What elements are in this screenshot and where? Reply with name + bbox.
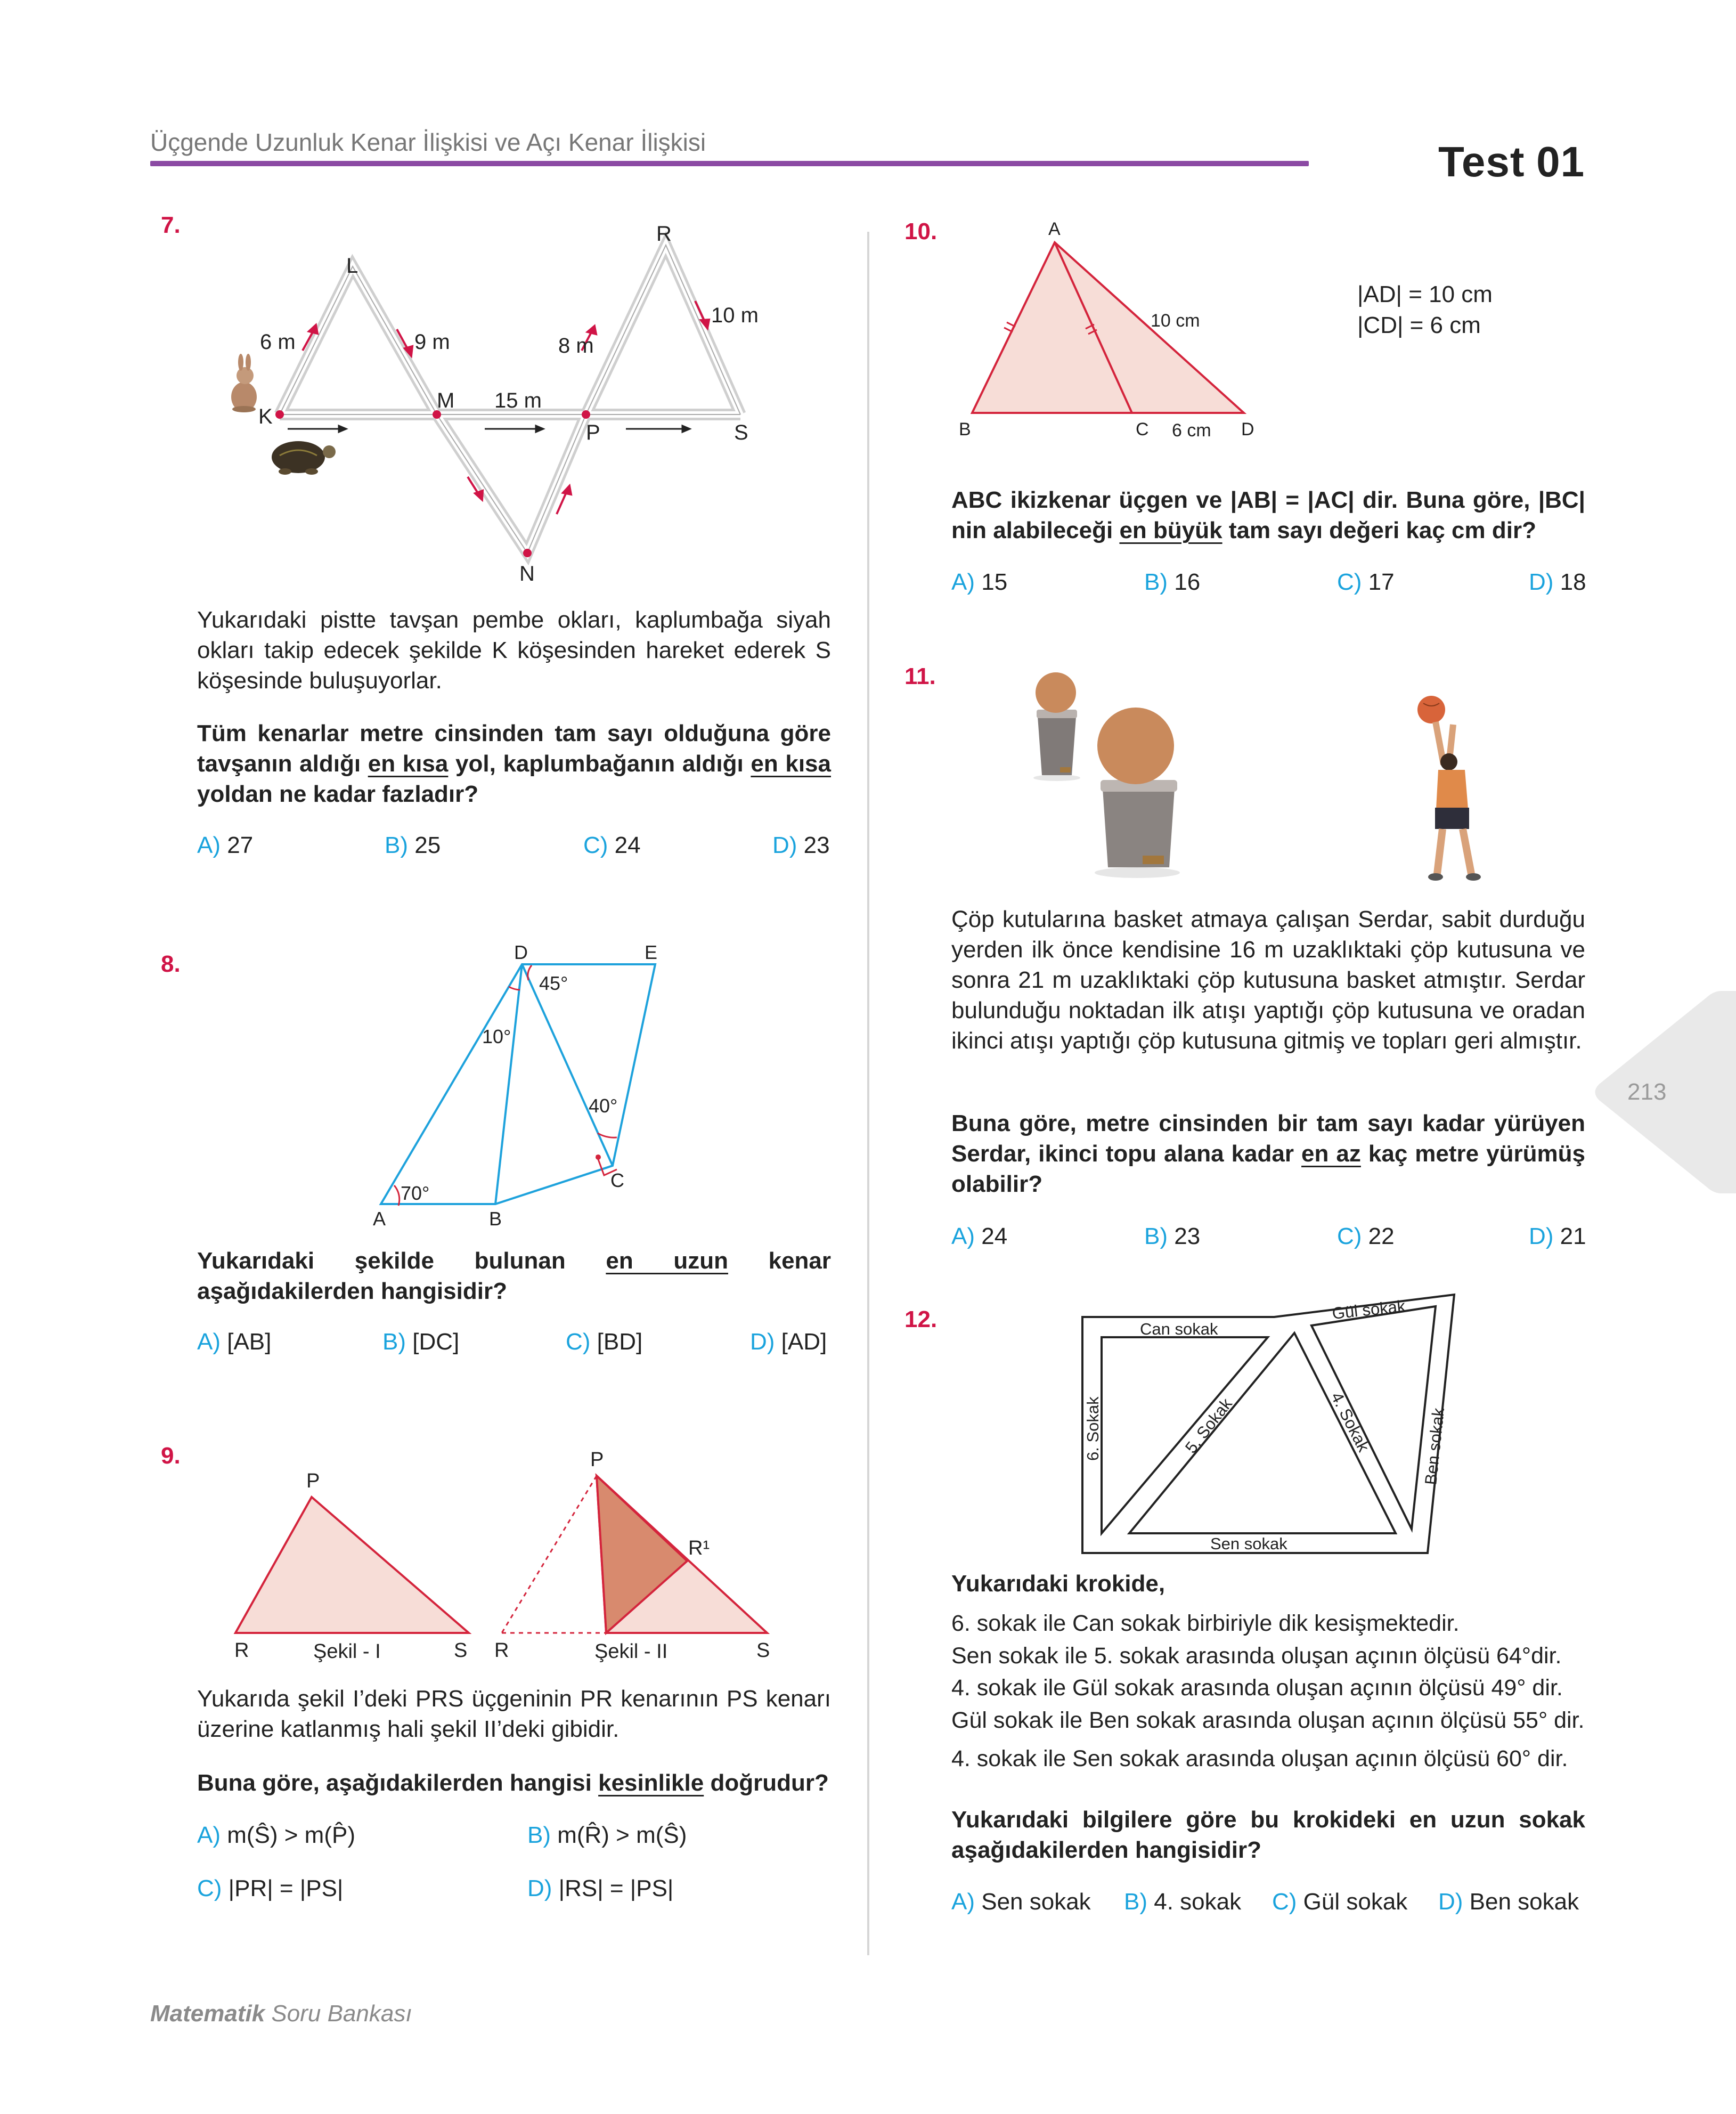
option-letter: B) [1124,1889,1147,1915]
q11-option-d[interactable] [1529,1223,1586,1250]
test-label [1438,137,1585,186]
q8-q-part: kenar aşağıdakilerden hangisidir? [197,1248,832,1304]
q10-number: 10. [904,218,938,245]
option-letter: D) [772,832,797,858]
q7-length-rs: 10 m [711,304,759,327]
q7-option-b[interactable] [385,832,441,859]
q8-q-emph: en uzun [606,1248,728,1274]
q8-angle-70: 70° [401,1182,430,1204]
small-trash-bin-icon [1033,672,1080,781]
turtle-icon [272,441,336,475]
test-word: Test [1438,138,1525,185]
option-text: 27 [221,832,254,858]
option-letter: A) [197,1329,221,1355]
q10-question [951,485,1585,546]
option-text: 17 [1362,569,1395,595]
option-letter: A) [951,569,975,595]
option-letter: C) [1337,569,1362,595]
q11-question [951,1108,1585,1199]
q7-length-lm: 9 m [414,330,450,354]
q10-option-c[interactable] [1337,569,1395,596]
q9-option-b[interactable] [527,1822,687,1849]
q7-text: Yukarıdaki pistte tavşan pembe okları, kaplumbağa siyah okları takip edecek şekilde K köşesinden hareket ederek S köşesinde buluşuyorlar. [197,607,831,694]
q9-label-p1: P [306,1470,320,1492]
q7-option-a[interactable] [197,832,253,859]
q10-label-a: A [1048,219,1061,239]
option-letter: D) [750,1329,775,1355]
q9-q-emph: kesinlikle [598,1770,704,1796]
option-letter: A) [197,832,221,858]
option-text: |RS| = |PS| [552,1875,674,1901]
q8-label-a: A [373,1208,386,1230]
q10-label-b: B [959,419,971,440]
option-letter: A) [951,1889,975,1915]
q12-label-6: 6. Sokak [1083,1396,1102,1461]
q8-label-c: C [610,1169,624,1191]
rabbit-icon [231,354,257,412]
q11-text: Çöp kutularına basket atmaya çalışan Serdar, sabit durduğu yerden ilk önce kendisine 16 m uzaklıktaki çöp kutusuna ve sonra 21 m uzaklıktaki çöp kutusuna basket atmıştır. Serdar bulunduğu noktadan ilk atışı yaptığı çöp kutusuna ve oradan ikinci atışı yaptığı çöp kutusuna gitmiş ve topları geri almıştır. [951,906,1585,1054]
option-text: 15 [975,569,1008,595]
option-letter: D) [527,1875,552,1901]
q12-statement: Sen sokak ile 5. sokak arasında oluşan açının ölçüsü 64°dir. [951,1643,1562,1669]
q7-length-kl: 6 m [260,330,296,354]
q7-label-m: M [437,389,455,412]
q10-label-c: C [1136,419,1149,440]
option-letter: D) [1529,1223,1554,1249]
q7-label-l: L [346,254,358,278]
page-number: 213 [1627,1079,1667,1105]
option-text: 23 [1168,1223,1201,1249]
q12-label-ben: Ben sokak [1421,1407,1448,1486]
q8-option-c[interactable] [566,1329,642,1355]
q7-number: 7. [161,212,181,238]
q11-q-part: kaç metre yürümüş olabilir? [951,1141,1585,1197]
q11-number: 11. [904,663,936,689]
q9-caption-1: Şekil - I [313,1640,381,1663]
q10-option-d[interactable] [1529,569,1586,596]
q10-triangle-figure [948,216,1278,445]
option-text: 25 [408,832,441,858]
column-divider [867,232,869,1955]
option-letter: C) [197,1875,222,1901]
q12-statement: 4. sokak ile Sen sokak arasında oluşan açının ölçüsü 60° dir. [951,1746,1568,1771]
q9-q-part: doğrudur? [704,1770,829,1796]
q9-option-c[interactable] [197,1875,343,1902]
large-trash-bin-icon [1095,708,1180,878]
q9-label-r-prime: R¹ [688,1537,710,1559]
option-letter: D) [1529,569,1554,595]
q9-caption-2: Şekil - II [594,1640,668,1663]
q8-label-b: B [489,1208,502,1230]
q7-option-c[interactable] [583,832,641,859]
q9-label-s1: S [454,1639,468,1662]
option-text: [AB] [221,1329,272,1355]
q9-label-p2: P [590,1449,604,1471]
q10-option-a[interactable] [951,569,1007,596]
basketball-player-icon [1417,696,1481,881]
q12-statement: 4. sokak ile Gül sokak arasında oluşan açının ölçüsü 49° dir. [951,1675,1563,1701]
q9-option-d[interactable] [527,1875,673,1902]
option-letter: C) [1337,1223,1362,1249]
option-text: [DC] [406,1329,460,1355]
q12-option-c[interactable] [1272,1889,1407,1915]
q7-length-mp: 15 m [494,389,542,412]
q8-angle-10: 10° [482,1026,511,1047]
option-text: |PR| = |PS| [222,1875,344,1901]
q7-label-r: R [656,222,672,246]
option-text: Sen sokak [975,1889,1091,1915]
option-letter: B) [527,1822,551,1848]
option-letter: B) [385,832,408,858]
option-letter: D) [1438,1889,1463,1915]
q10-given-ad: |AD| = 10 cm [1357,281,1493,307]
q9-label-r2: R [494,1639,509,1662]
q12-option-b[interactable] [1124,1889,1241,1915]
q10-given-cd: |CD| = 6 cm [1357,312,1481,338]
q7-q-part: yol, kaplumbağanın aldığı [448,751,751,777]
q12-label-gul: Gül sokak [1331,1296,1406,1323]
option-letter: C) [1272,1889,1297,1915]
q8-label-e: E [645,943,658,963]
option-letter: C) [583,832,608,858]
q10-length-cd: 6 cm [1172,420,1211,441]
test-number: 01 [1536,138,1585,185]
q7-q-part: yoldan ne kadar fazladır? [197,781,479,807]
q12-question: Yukarıdaki bilgilere göre bu krokideki en uzun sokak aşağıdakilerden hangisidir? [951,1807,1585,1863]
q7-label-n: N [519,562,535,586]
q7-label-k: K [258,405,273,428]
q12-number: 12. [904,1306,938,1332]
q8-q-part: Yukarıdaki şekilde bulunan [197,1248,606,1274]
q10-option-b[interactable] [1144,569,1200,596]
option-text: m(R̂) > m(Ŝ) [551,1822,687,1848]
q11-option-a[interactable] [951,1223,1007,1250]
option-text: 23 [797,832,830,858]
option-letter: C) [566,1329,591,1355]
option-text: 24 [975,1223,1008,1249]
q8-number: 8. [161,951,181,977]
q9-label-r1: R [234,1639,249,1662]
q9-fold-figure [224,1449,799,1673]
option-letter: A) [197,1822,221,1848]
q12-label-sen: Sen sokak [1210,1534,1287,1553]
chapter-title: Üçgende Uzunluk Kenar İlişkisi ve Açı Kenar İlişkisi [150,128,706,156]
q11-option-c[interactable] [1337,1223,1395,1250]
option-text: 18 [1553,569,1586,595]
q11-q-emph: en az [1301,1141,1361,1167]
option-letter: B) [382,1329,406,1355]
q7-q-part: Tüm kenarlar metre cinsinden tam sayı olduğuna göre tavşanın aldığı [197,720,831,777]
q9-q-part: Buna göre, aşağıdakilerden hangisi [197,1770,599,1796]
q9-number: 9. [161,1443,181,1469]
q12-label-4: 4. Sokak [1327,1389,1373,1455]
option-letter: B) [1144,1223,1168,1249]
q7-question [197,718,831,809]
option-text: m(Ŝ) > m(P̂) [221,1822,355,1848]
q9-text: Yukarıda şekil I’deki PRS üçgeninin PR kenarının PS kenarı üzerine katlanmış hali şekil II’deki gibidir. [197,1686,831,1742]
q11-illustration [1023,666,1545,900]
q7-length-pr: 8 m [558,334,594,357]
q12-label-can: Can sokak [1140,1320,1218,1338]
option-text: 22 [1362,1223,1395,1249]
option-text: [AD] [775,1329,827,1355]
q7-label-p: P [586,421,600,444]
q12-option-a[interactable] [951,1889,1091,1915]
option-text: 16 [1168,569,1201,595]
q7-label-s: S [734,421,748,444]
option-text: Gül sokak [1297,1889,1408,1915]
option-text: Ben sokak [1463,1889,1579,1915]
option-text: 21 [1553,1223,1586,1249]
q12-statement: 6. sokak ile Can sokak birbiriyle dik kesişmektedir. [951,1611,1460,1636]
footer-book-title [150,2001,412,2027]
q11-option-b[interactable] [1144,1223,1200,1250]
q8-quadrilateral-figure [362,943,692,1231]
q10-label-d: D [1241,419,1254,440]
q12-street-map [1076,1289,1470,1561]
option-text: [BD] [590,1329,643,1355]
q8-question [197,1246,831,1306]
q12-intro: Yukarıdaki krokide, [951,1571,1166,1597]
option-letter: A) [951,1223,975,1249]
q9-question [197,1768,831,1798]
q8-option-a[interactable] [197,1329,271,1355]
q8-option-b[interactable] [382,1329,459,1355]
q8-angle-40: 40° [589,1095,618,1117]
q10-q-emph: en büyük [1119,517,1222,543]
q7-option-d[interactable] [772,832,830,859]
q11-q-part: Buna göre, metre cinsinden bir tam sayı kadar yürüyen Serdar, ikinci topu alana kadar [951,1110,1585,1167]
q8-option-d[interactable] [750,1329,827,1355]
q10-q-part: tam sayı değeri kaç cm dir? [1222,517,1536,543]
header-rule [150,161,1309,166]
q8-label-d: D [514,943,528,963]
q8-angle-45: 45° [539,972,568,994]
footer-rest: Soru Bankası [265,2001,412,2027]
q7-q-emph2: en kısa [751,751,831,777]
q12-statement: Gül sokak ile Ben sokak arasında oluşan açının ölçüsü 55° dir. [951,1708,1585,1733]
footer-subject: Matematik [150,2001,265,2027]
q7-track-figure [213,213,863,597]
q10-length-ad: 10 cm [1151,311,1200,331]
option-letter: B) [1144,569,1168,595]
q12-option-d[interactable] [1438,1889,1579,1915]
q12-label-5: 5. Sokak [1181,1394,1236,1457]
option-text: 24 [608,832,641,858]
q10-q-part: ABC ikizkenar üçgen ve |AB| = |AC| dir. Buna göre, |BC| nin alabileceği [951,487,1585,543]
q9-option-a[interactable] [197,1822,355,1849]
q9-label-s2: S [756,1639,770,1662]
q7-q-emph1: en kısa [368,751,449,777]
option-text: 4. sokak [1147,1889,1242,1915]
